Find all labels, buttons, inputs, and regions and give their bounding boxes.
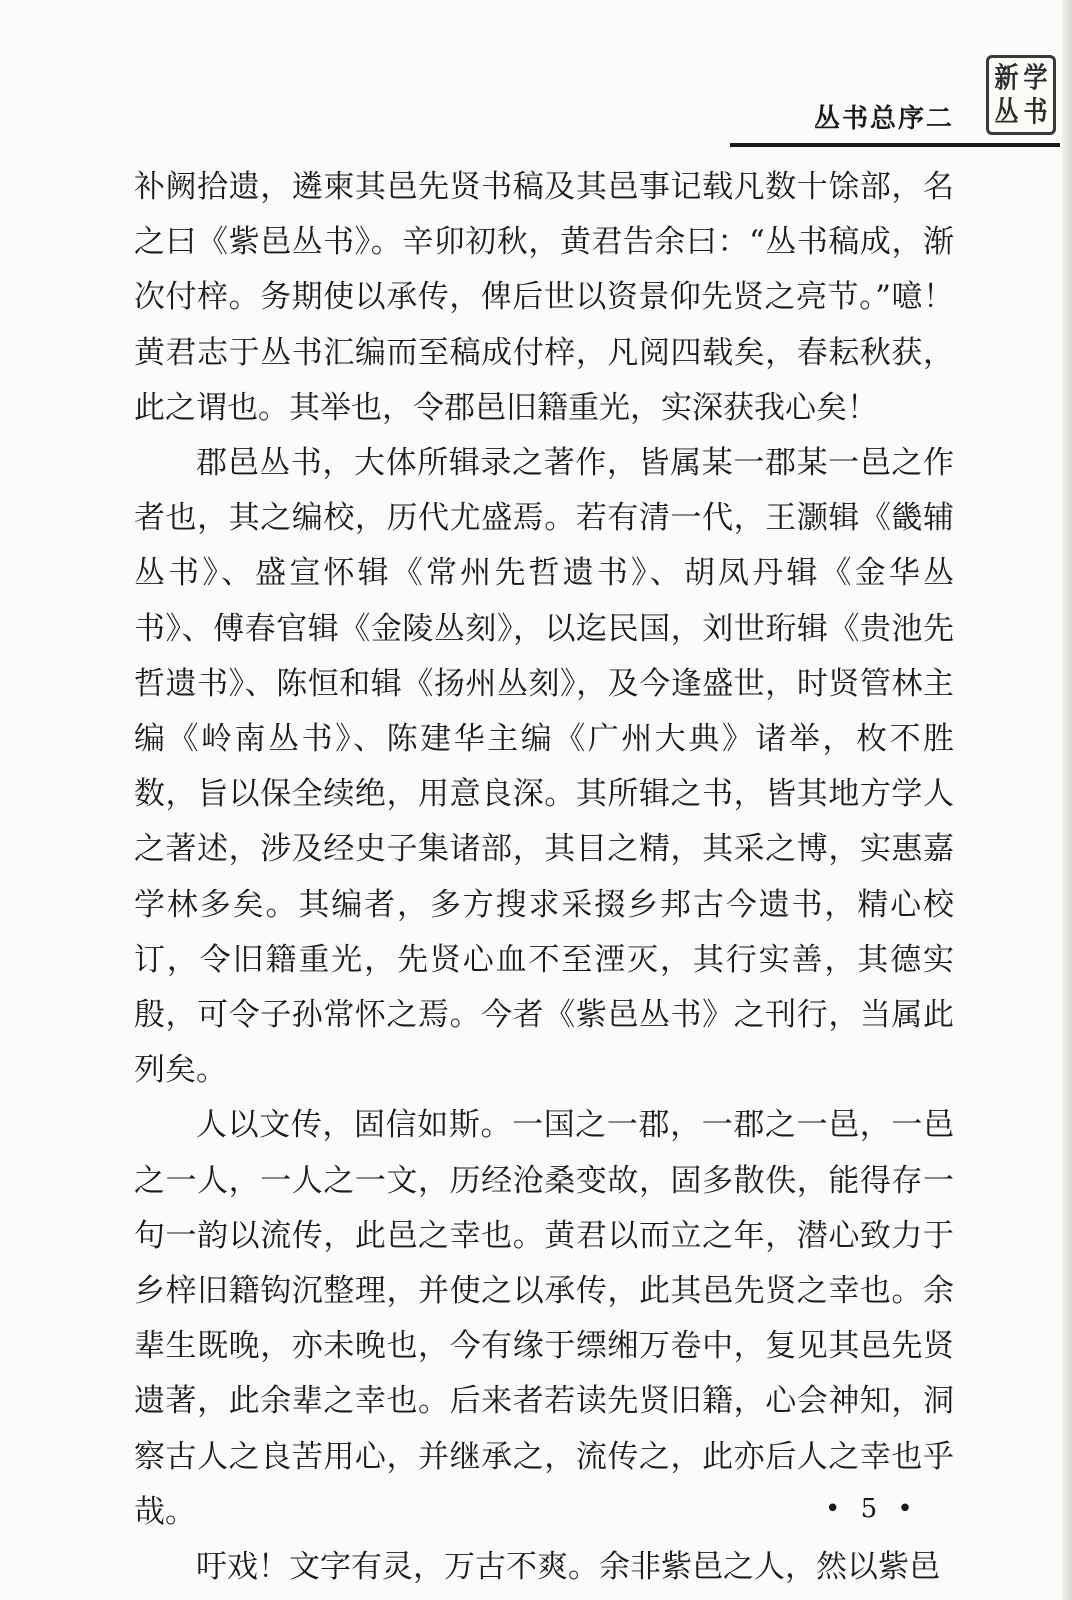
page-number: • 5 • bbox=[825, 1494, 919, 1524]
running-header-title: 丛书总序二 bbox=[813, 104, 954, 134]
seal-char: 新 bbox=[994, 60, 1019, 95]
header-rule bbox=[730, 143, 1060, 147]
body-text bbox=[134, 160, 954, 1595]
paragraph: 郡邑丛书，大体所辑录之著作，皆属某一郡某一邑之作者也，其之编校，历代尤盛焉。若有清一代，王灏辑《畿辅丛书》、盛宣怀辑《常州先哲遗书》、胡凤丹辑《金华丛书》、傅春官辑《金陵丛刻》，以迄民国，刘世珩辑《贵池先哲遗书》、陈恒和辑《扬州丛刻》，及今逢盛世，时贤管林主编《岭南丛书》、陈建华主编《广州大典》诸举，枚不胜数，旨以保全续绝，用意良深。其所辑之书，皆其地方学人之著述，涉及经史子集诸部，其目之精，其采之博，实惠嘉学林多矣。其编者，多方搜求采掇乡邦古今遗书，精心校订，令旧籍重光，先贤心血不至湮灭，其行实善，其德实殷，可令子孙常怀之焉。今者《紫邑丛书》之刊行，当属此列矣。 bbox=[134, 445, 954, 1089]
library-seal-stamp bbox=[986, 55, 1056, 135]
paragraph: 补阙拾遗，遴柬其邑先贤书稿及其邑事记载凡数十馀部，名之曰《紫邑丛书》。辛卯初秋，黄君告余曰：“丛书稿成，渐次付梓。务期使以承传，俾后世以资景仰先贤之亮节。”噫！黄君志于丛书汇编而至稿成付梓，凡阅四载矣，春耘秋获，此之谓也。其举也，令郡邑旧籍重光，实深获我心矣！ bbox=[134, 169, 954, 426]
seal-char: 丛 bbox=[994, 94, 1019, 129]
page-edge bbox=[1062, 0, 1072, 1600]
paragraph: 吁戏！文字有灵，万古不爽。余非紫邑之人，然以紫邑 bbox=[196, 1549, 940, 1586]
paragraph: 人以文传，固信如斯。一国之一郡，一郡之一邑，一邑之一人，一人之一文，历经沧桑变故，固多散佚，能得存一句一韵以流传，此邑之幸也。黄君以而立之年，潜心致力于乡梓旧籍钩沉整理，并使之以承传，此其邑先贤之幸也。余辈生既晚，亦未晚也，今有缘于缥缃万卷中，复见其邑先贤遗著，此余辈之幸也。后来者若读先贤旧籍，心会神知，洞察古人之良苦用心，并继承之，流传之，此亦后人之幸也乎哉。 bbox=[134, 1107, 954, 1530]
seal-char: 学 bbox=[1023, 60, 1048, 95]
seal-char: 书 bbox=[1023, 94, 1048, 129]
